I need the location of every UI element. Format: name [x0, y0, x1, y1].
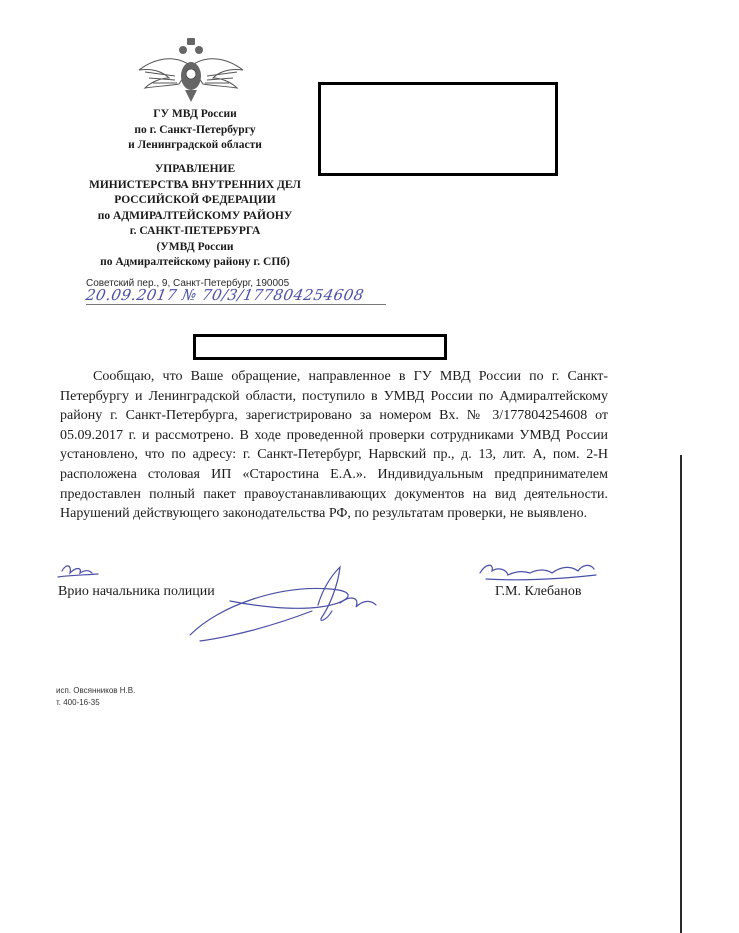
signer-position: Врио начальника полиции	[58, 584, 215, 599]
org-full-line: по Адмиралтейскому району г. СПб)	[100, 256, 290, 268]
redacted-salutation-box	[193, 334, 447, 360]
org-short-name	[60, 107, 330, 154]
org-short-line: по г. Санкт-Петербургу	[134, 123, 256, 136]
letter-body-paragraph: Сообщаю, что Ваше обращение, направленное в ГУ МВД России по г. Санкт-Петербургу и Ленинградской области, поступило в УМВД России по Адмиралтейскому району г. Санкт-Петербурга, зарегистрировано за номером Вх. № 3/177804254608 от 05.09.2017 г. и рассмотрено. В ходе проведенной проверки сотрудниками УМВД России установлено, что по адресу: г. Санкт-Петербург, Нарвский пр., д. 13, лит. А, пом. 2-Н расположена столовая ИП «Старостина Е.А.». Индивидуальным предпринимателем предоставлен полный пакет правоустанавливающих документов на вид деятельности. Нарушений действующего законодательства РФ, по результатам проверки, не выявлено.	[60, 369, 608, 522]
org-full-line: УПРАВЛЕНИЕ	[154, 163, 236, 175]
org-short-line: и Ленинградской области	[128, 139, 262, 151]
org-full-line: г. САНКТ-ПЕТЕРБУРГА	[129, 225, 261, 237]
org-short-line: ГУ МВД России	[153, 108, 237, 120]
redacted-recipient-box	[318, 82, 558, 176]
handwritten-signatures	[50, 545, 620, 655]
executor-info	[56, 685, 135, 709]
page-edge-line	[680, 455, 682, 933]
org-full-name	[60, 162, 330, 271]
registration-number-text: 20.09.2017 № 70/3/177804254608	[84, 286, 366, 304]
signer-name: Г.М. Клебанов	[495, 584, 582, 599]
registration-underline	[86, 304, 386, 305]
org-full-line: РОССИЙСКОЙ ФЕДЕРАЦИИ	[114, 194, 276, 206]
org-full-line: по АДМИРАЛТЕЙСКОМУ РАЙОНУ	[97, 209, 293, 222]
org-address: Советский пер., 9, Санкт-Петербург, 190005	[86, 278, 290, 289]
executor-name: исп. Овсянников Н.В.	[56, 686, 136, 695]
org-full-line: МИНИСТЕРСТВА ВНУТРЕННИХ ДЕЛ	[88, 178, 302, 191]
registration-number-handwritten	[86, 286, 396, 312]
double-headed-eagle-emblem-icon	[135, 36, 247, 106]
org-full-line: (УМВД России	[156, 240, 234, 253]
executor-phone: т. 400-16-35	[56, 698, 100, 707]
